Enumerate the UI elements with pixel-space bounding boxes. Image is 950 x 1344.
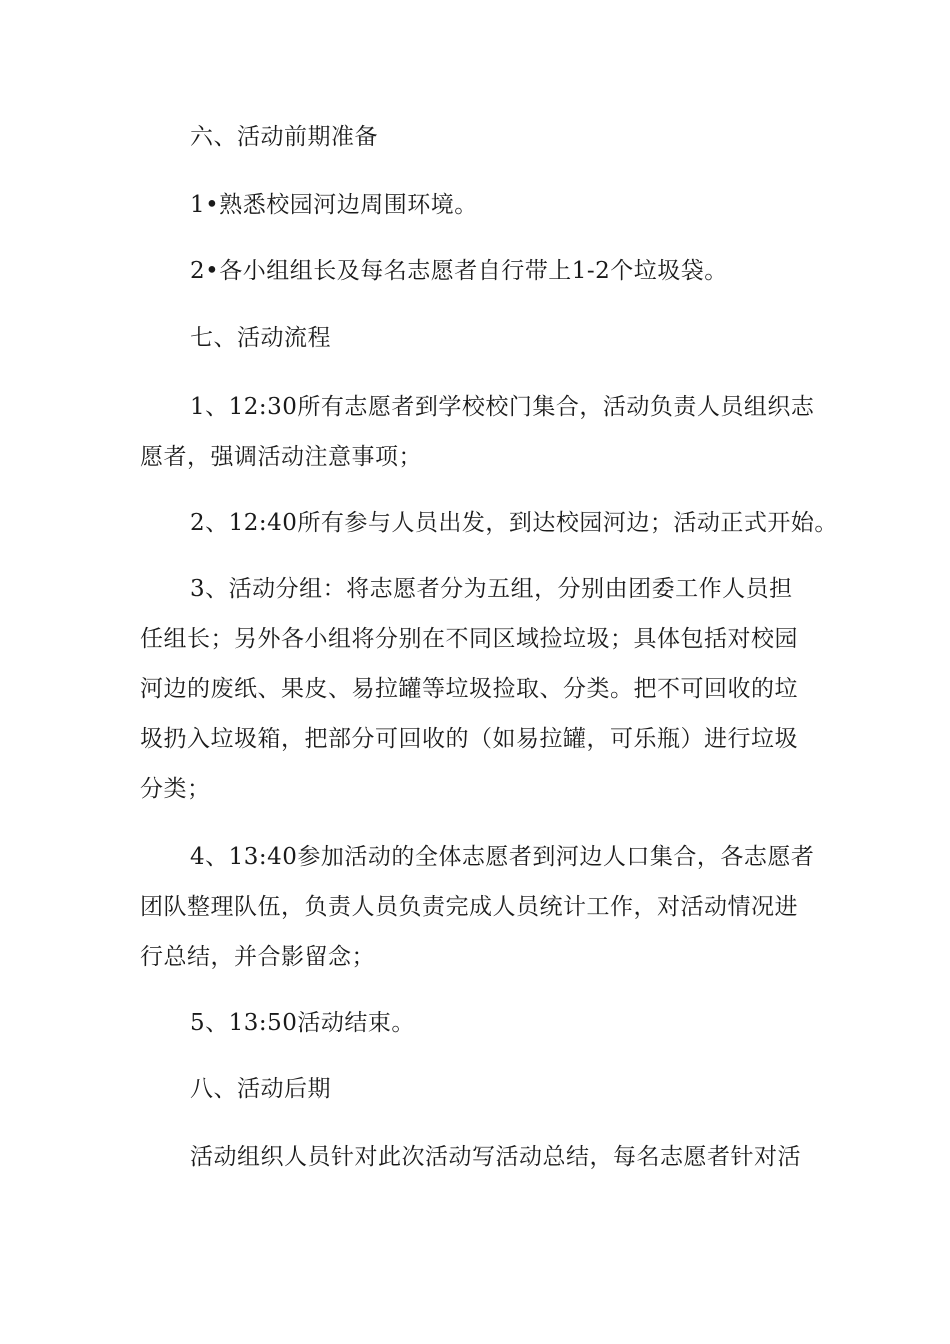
section-7-heading: 七、活动流程 [190,325,331,351]
step-1-paragraph [140,382,820,482]
section-6-item-1-block [140,180,820,230]
section-6-item-2-block [140,246,820,296]
step-3-line-4: 圾扔入垃圾箱，把部分可回收的（如易拉罐，可乐瓶）进行垃圾 [140,726,798,752]
step-2-paragraph [140,498,838,548]
section-8-line-1: 活动组织人员针对此次活动写活动总结，每名志愿者针对活 [190,1144,801,1170]
step-3-line-5: 分类； [140,776,211,802]
step-1-line-2: 愿者，强调活动注意事项； [140,444,422,470]
section-7-heading-block [140,313,820,363]
section-6-heading: 六、活动前期准备 [190,124,378,150]
step-3-line-1: 3、活动分组：将志愿者分为五组，分别由团委工作人员担 [190,576,793,602]
step-3-line-2: 任组长；另外各小组将分别在不同区域捡垃圾；具体包括对校园 [140,626,798,652]
step-5-paragraph [140,998,820,1048]
section-6-item-1: 1•熟悉校园河边周围环境。 [190,192,478,218]
step-3-line-3: 河边的废纸、果皮、易拉罐等垃圾捡取、分类。把不可回收的垃 [140,676,798,702]
step-4-line-3: 行总结，并合影留念； [140,944,375,970]
step-2-line-1: 2、12:40所有参与人员出发，到达校园河边；活动正式开始。 [190,510,838,536]
section-6-heading-block [140,112,820,162]
step-4-paragraph [140,832,820,982]
step-4-line-1: 4、13:40参加活动的全体志愿者到河边人口集合，各志愿者 [190,844,815,870]
section-8-heading-block [140,1064,820,1114]
section-8-paragraph [140,1132,820,1182]
step-3-paragraph [140,564,820,814]
step-5-line-1: 5、13:50活动结束。 [190,1010,415,1036]
section-6-item-2: 2•各小组组长及每名志愿者自行带上1-2个垃圾袋。 [190,258,728,284]
step-4-line-2: 团队整理队伍，负责人员负责完成人员统计工作，对活动情况进 [140,894,798,920]
section-8-heading: 八、活动后期 [190,1076,331,1102]
step-1-line-1: 1、12:30所有志愿者到学校校门集合，活动负责人员组织志 [190,394,815,420]
